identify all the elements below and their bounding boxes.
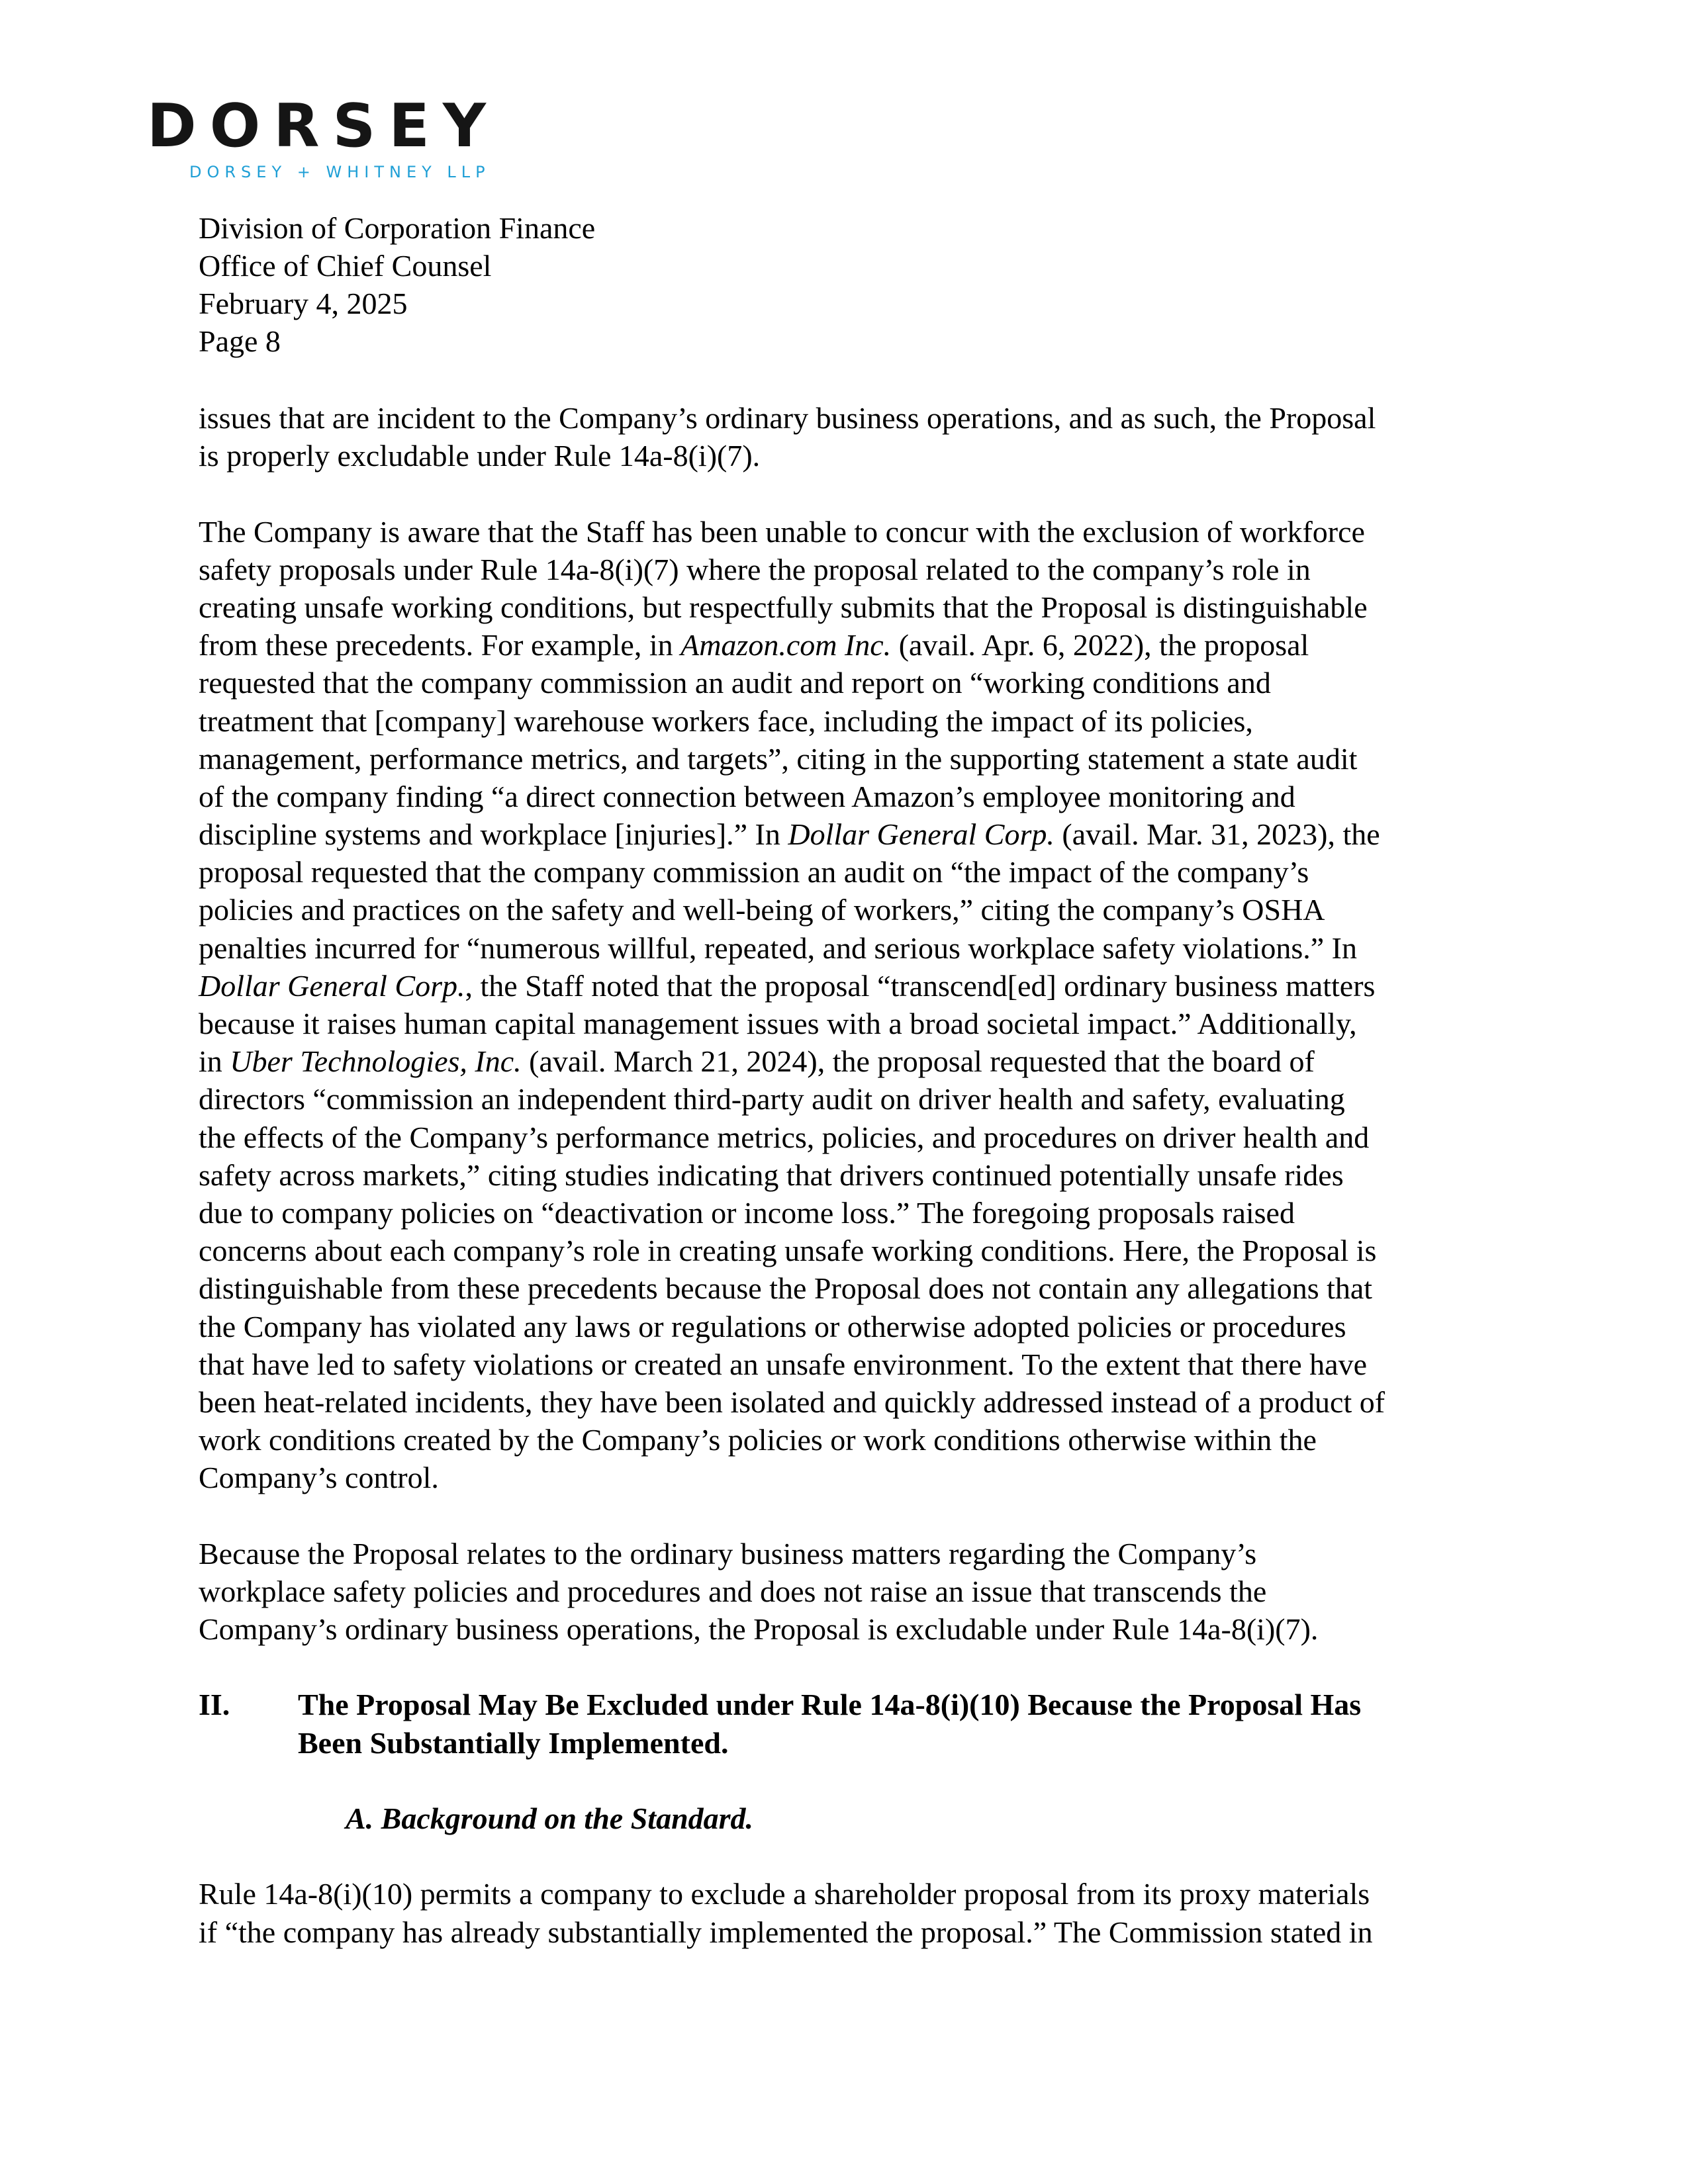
text-line: treatment that [company] warehouse workers face, including the impact of its policies, (199, 704, 1253, 738)
section-heading-ii (199, 1686, 1523, 1761)
case-name: Uber Technologies, Inc. (230, 1044, 522, 1079)
text-line: been heat-related incidents, they have been isolated and quickly addressed instead of a product of (199, 1385, 1385, 1419)
text-line: issues that are incident to the Company’s ordinary business operations, and as such, the Proposal (199, 401, 1376, 435)
header-office: Office of Chief Counsel (199, 249, 492, 283)
text-line: concerns about each company’s role in creating unsafe working conditions. Here, the Proposal is (199, 1234, 1377, 1268)
case-name: Dollar General Corp. (788, 817, 1055, 852)
text-line: Company’s control. (199, 1461, 439, 1495)
case-name: Dollar General Corp. (199, 968, 465, 1003)
text-line: policies and practices on the safety and well-being of workers,” citing the company’s OSHA (199, 893, 1325, 927)
text-line: creating unsafe working conditions, but respectfully submits that the Proposal is distinguishable (199, 590, 1368, 624)
header-division: Division of Corporation Finance (199, 211, 596, 245)
subsection-heading-a: A. Background on the Standard. (346, 1801, 754, 1835)
text-line: due to company policies on “deactivation or income loss.” The foregoing proposals raised (199, 1195, 1295, 1230)
paragraph-continuation (199, 399, 1523, 475)
paragraph-precedents (199, 513, 1523, 1497)
text-line: discipline systems and workplace [injuries].” In Dollar General Corp. (avail. Mar. 31, 2023), the (199, 817, 1380, 852)
header-page: Page 8 (199, 324, 281, 358)
text-line: from these precedents. For example, in Amazon.com Inc. (avail. Apr. 6, 2022), the proposal (199, 628, 1309, 662)
section-number: II. (199, 1688, 230, 1722)
section-title-line: The Proposal May Be Excluded under Rule 14a-8(i)(10) Because the Proposal Has (298, 1688, 1362, 1722)
text-line: is properly excludable under Rule 14a-8(i)(7). (199, 439, 761, 473)
text-line: because it raises human capital management issues with a broad societal impact.” Additionally, (199, 1007, 1357, 1040)
text-line: of the company finding “a direct connection between Amazon’s employee monitoring and (199, 779, 1295, 813)
logo-subtitle: DORSEY + WHITNEY LLP (189, 163, 491, 181)
case-name: Amazon.com Inc. (680, 628, 892, 662)
letter-body (199, 399, 1523, 1951)
paragraph-standard (199, 1875, 1523, 1950)
text-line: Rule 14a-8(i)(10) permits a company to exclude a shareholder proposal from its proxy materials (199, 1877, 1370, 1911)
text-line: proposal requested that the company commission an audit on “the impact of the company’s (199, 855, 1309, 889)
text-line: management, performance metrics, and targets”, citing in the supporting statement a state audit (199, 741, 1358, 776)
firm-logo (147, 91, 544, 181)
text-line: distinguishable from these precedents because the Proposal does not contain any allegations that (199, 1271, 1373, 1306)
text-line: safety proposals under Rule 14a-8(i)(7) where the proposal related to the company’s role in (199, 552, 1311, 586)
text-line: work conditions created by the Company’s policies or work conditions otherwise within the (199, 1423, 1317, 1457)
section-title-line: Been Substantially Implemented. (298, 1725, 729, 1760)
letter-header (199, 209, 1523, 360)
logo-wordmark: DORSEY (147, 91, 499, 161)
text-line: Company’s ordinary business operations, the Proposal is excludable under Rule 14a-8(i)(7). (199, 1612, 1319, 1646)
header-date: February 4, 2025 (199, 287, 408, 320)
text-line: directors “commission an independent third-party audit on driver health and safety, evaluating (199, 1082, 1345, 1116)
text-line: safety across markets,” citing studies indicating that drivers continued potentially unsafe rides (199, 1158, 1344, 1192)
text-line: the Company has violated any laws or regulations or otherwise adopted policies or procedures (199, 1309, 1346, 1343)
text-line: if “the company has already substantially implemented the proposal.” The Commission stated in (199, 1915, 1373, 1949)
text-line: workplace safety policies and procedures and does not raise an issue that transcends the (199, 1574, 1267, 1608)
text-line: in Uber Technologies, Inc. (avail. March 21, 2024), the proposal requested that the board of (199, 1044, 1315, 1079)
text-line: Because the Proposal relates to the ordinary business matters regarding the Company’s (199, 1536, 1257, 1570)
text-line: requested that the company commission an audit and report on “working conditions and (199, 666, 1271, 700)
paragraph-conclusion (199, 1535, 1523, 1649)
text-line: penalties incurred for “numerous willful, repeated, and serious workplace safety violations.” In (199, 931, 1357, 965)
text-line: Dollar General Corp., the Staff noted that the proposal “transcend[ed] ordinary business matters (199, 968, 1376, 1003)
text-line: The Company is aware that the Staff has been unable to concur with the exclusion of workforce (199, 514, 1365, 549)
text-line: the effects of the Company’s performance metrics, policies, and procedures on driver health and (199, 1120, 1370, 1154)
text-line: that have led to safety violations or created an unsafe environment. To the extent that there have (199, 1347, 1368, 1381)
